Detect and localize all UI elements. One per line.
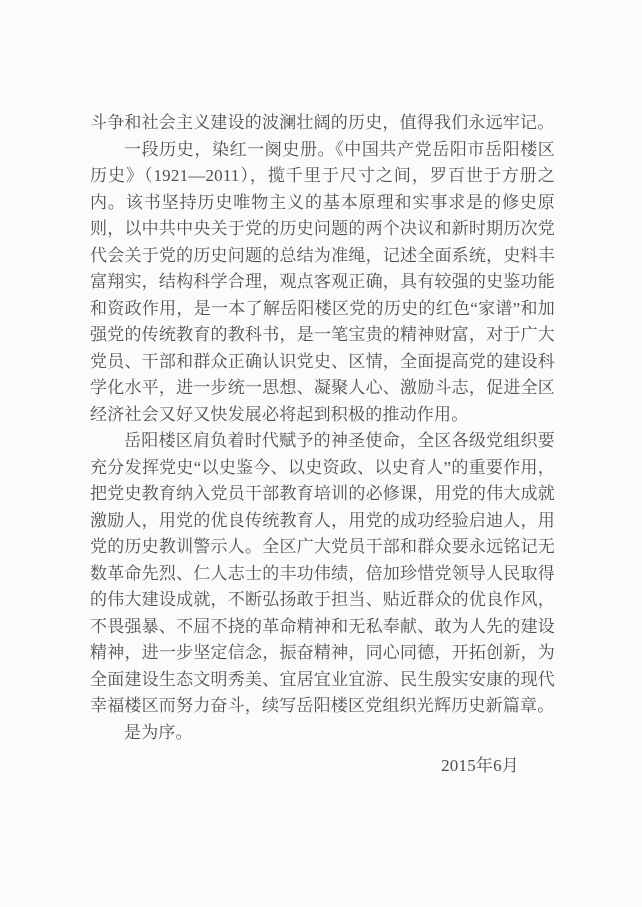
paragraph-closing: 是为序。 [124, 722, 193, 742]
paragraph-continuation: 斗争和社会主义建设的波澜壮阔的历史，值得我们永远牢记。 [90, 113, 555, 132]
date-line: 2015年6月 [441, 756, 519, 775]
paragraph-book-introduction: 一段历史，染红一阕史册。《中国共产党岳阳市岳阳楼区历史》（1921—2011），揽千里于尺寸之间，罗百世于方册之内。该书坚持历史唯物主义的基本原理和实事求是的修史原则，以中共中央关于党的历史问题的两个决议和新时期历次党代会关于党的历史问题的总结为准绳，记述全面系统，史料丰富翔实，结构科学合理，观点客观正确，具有较强的史鉴功能和资政作用，是一本了解岳阳楼区党的历史的红色“家谱”和加强党的传统教育的教科书，是一笔宝贵的精神财富，对于广大党员、干部和群众正确认识党史、区情，全面提高党的建设科学化水平，进一步统一思想、凝聚人心、激励斗志，促进全区经济社会又好又快发展必将起到积极的推动作用。 [90, 139, 555, 424]
preface-text-block [90, 110, 555, 780]
paragraph-mission: 岳阳楼区肩负着时代赋予的神圣使命，全区各级党组织要充分发挥党史“以史鉴今、以史资政、以史育人”的重要作用，把党史教育纳入党员干部教育培训的必修课，用党的伟大成就激励人，用党的优良传统教育人，用党的成功经验启迪人，用党的历史教训警示人。全区广大党员干部和群众要永远铭记无数革命先烈、仁人志士的丰功伟绩，倍加珍惜党领导人民取得的伟大建设成就，不断弘扬敢于担当、贴近群众的优良作风，不畏强暴、不屈不挠的革命精神和无私奉献、敢为人先的建设精神，进一步坚定信念，振奋精神，同心同德，开拓创新，为全面建设生态文明秀美、宜居宜业宜游、民生殷实安康的现代幸福楼区而努力奋斗，续写岳阳楼区党组织光辉历史新篇章。 [90, 431, 555, 715]
